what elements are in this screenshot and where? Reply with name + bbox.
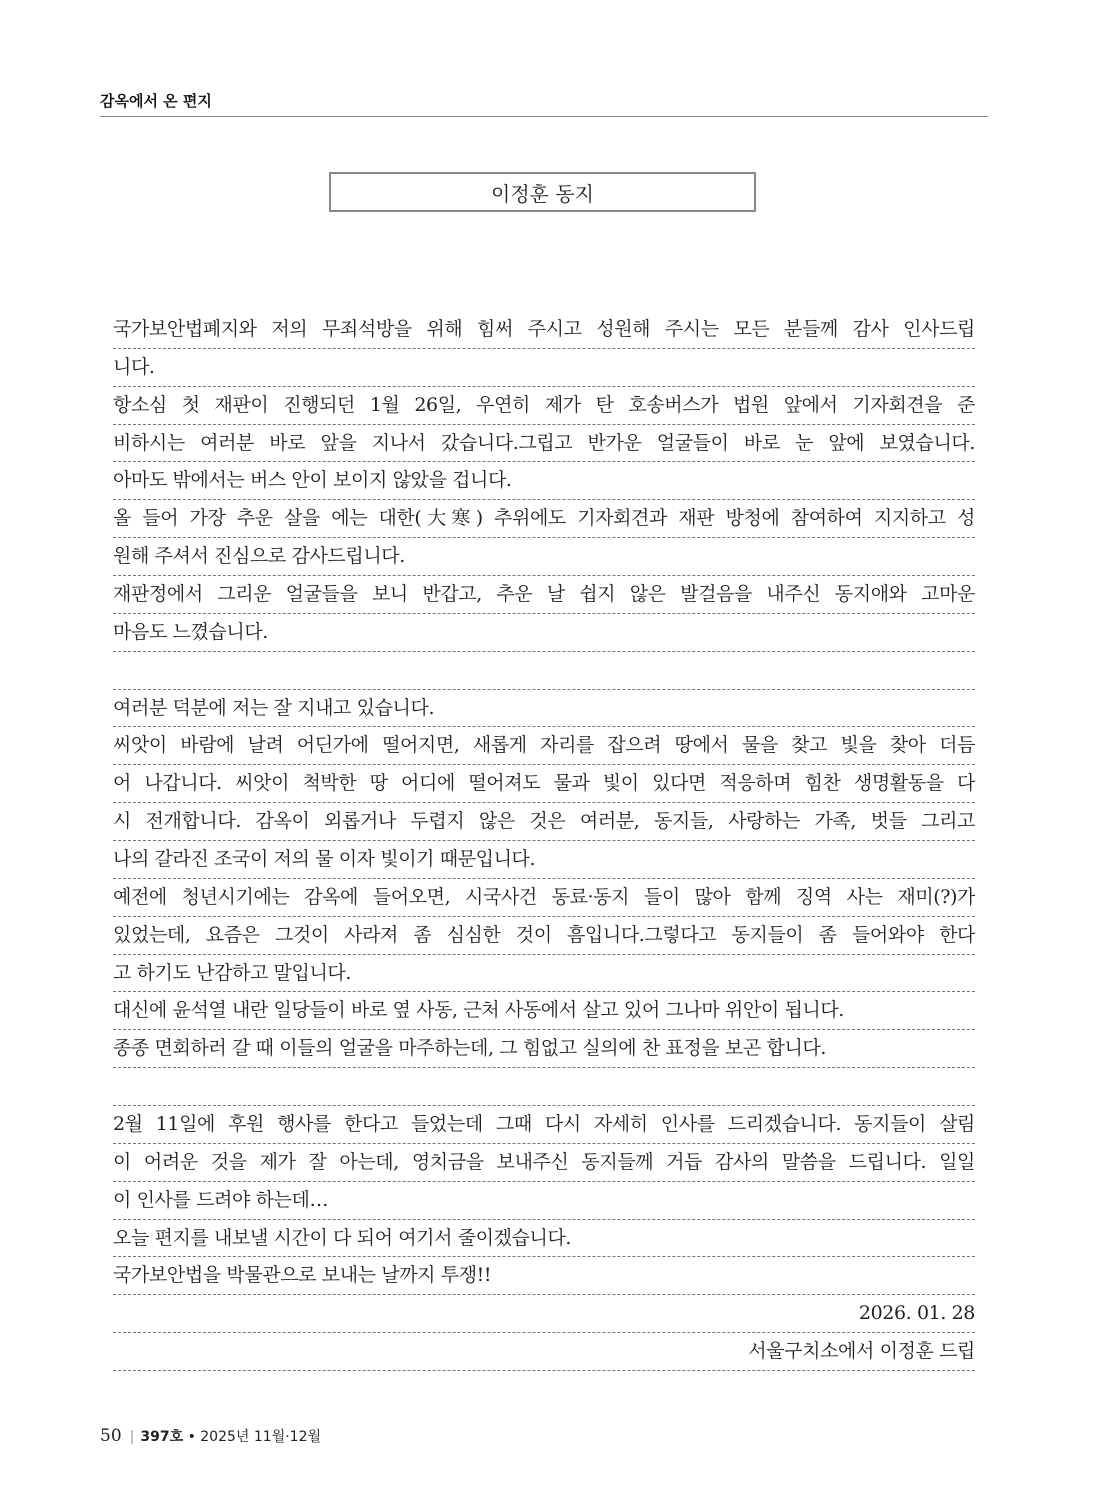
letter-line: 재판정에서 그리운 얼굴들을 보니 반갑고, 추운 날 쉽지 않은 발걸음을 내주신 동지애와 고마운 [113, 576, 975, 614]
letter-line: 고 하기도 난감하고 말입니다. [113, 955, 975, 993]
letter-line: 시 전개합니다. 감옥이 외롭거나 두렵지 않은 것은 여러분, 동지들, 사랑하는 가족, 벗들 그리고 [113, 803, 975, 841]
letter-line: 종종 면회하러 갈 때 이들의 얼굴을 마주하는데, 그 힘없고 실의에 찬 표정을 보곤 합니다. [113, 1030, 975, 1068]
letter-line: 어 나갑니다. 씨앗이 척박한 땅 어디에 떨어져도 물과 빛이 있다면 적응하며 힘찬 생명활동을 다 [113, 765, 975, 803]
letter-line: 아마도 밖에서는 버스 안이 보이지 않았을 겁니다. [113, 462, 975, 500]
letter-line: 니다. [113, 349, 975, 387]
letter-line: 비하시는 여러분 바로 앞을 지나서 갔습니다.그립고 반가운 얼굴들이 바로 눈 앞에 보였습니다. [113, 425, 975, 463]
letter-body [113, 311, 975, 1371]
footer-separator: | [129, 1429, 135, 1445]
letter-line: 올 들어 가장 추운 살을 에는 대한(大寒) 추위에도 기자회견과 재판 방청에 참여하여 지지하고 성 [113, 500, 975, 538]
letter-line: 2월 11일에 후원 행사를 한다고 들었는데 그때 다시 자세히 인사를 드리겠습니다. 동지들이 살림 [113, 1106, 975, 1144]
letter-line: 2026. 01. 28 [113, 1295, 975, 1333]
letter-line: 항소심 첫 재판이 진행되던 1월 26일, 우연히 제가 탄 호송버스가 법원 앞에서 기자회견을 준 [113, 387, 975, 425]
letter-title-box [329, 172, 756, 212]
letter-title: 이정훈 동지 [491, 181, 594, 206]
issue-number: 397호 [140, 1429, 184, 1445]
letter-line: 마음도 느꼈습니다. [113, 614, 975, 652]
letter-line: 대신에 윤석열 내란 일당들이 바로 옆 사동, 근처 사동에서 살고 있어 그나마 위안이 됩니다. [113, 992, 975, 1030]
letter-line: 원해 주셔서 진심으로 감사드립니다. [113, 538, 975, 576]
letter-line: 여러분 덕분에 저는 잘 지내고 있습니다. [113, 690, 975, 728]
header-divider [100, 116, 988, 117]
letter-line [113, 652, 975, 690]
letter-line [113, 1068, 975, 1106]
letter-line: 국가보안법폐지와 저의 무죄석방을 위해 힘써 주시고 성원해 주시는 모든 분들께 감사 인사드립 [113, 311, 975, 349]
letter-line: 서울구치소에서 이정훈 드립 [113, 1333, 975, 1371]
letter-line: 이 어려운 것을 제가 잘 아는데, 영치금을 보내주신 동지들께 거듭 감사의 말씀을 드립니다. 일일 [113, 1144, 975, 1182]
issue-date: • 2025년 11월·12월 [187, 1429, 322, 1445]
letter-line: 있었는데, 요즘은 그것이 사라져 좀 심심한 것이 흠입니다.그렇다고 동지들이 좀 들어와야 한다 [113, 917, 975, 955]
letter-line: 나의 갈라진 조국이 저의 물 이자 빛이기 때문입니다. [113, 841, 975, 879]
letter-line: 오늘 편지를 내보낼 시간이 다 되어 여기서 줄이겠습니다. [113, 1220, 975, 1258]
letter-line: 예전에 청년시기에는 감옥에 들어오면, 시국사건 동료·동지 들이 많아 함께 징역 사는 재미(?)가 [113, 879, 975, 917]
page-number: 50 [100, 1426, 122, 1446]
section-heading: 감옥에서 온 편지 [100, 92, 212, 110]
letter-line: 씨앗이 바람에 날려 어딘가에 떨어지면, 새롭게 자리를 잡으려 땅에서 물을 찾고 빛을 찾아 더듬 [113, 727, 975, 765]
letter-line: 국가보안법을 박물관으로 보내는 날까지 투쟁!! [113, 1257, 975, 1295]
page-footer [100, 1426, 321, 1446]
letter-line: 이 인사를 드려야 하는데… [113, 1182, 975, 1220]
